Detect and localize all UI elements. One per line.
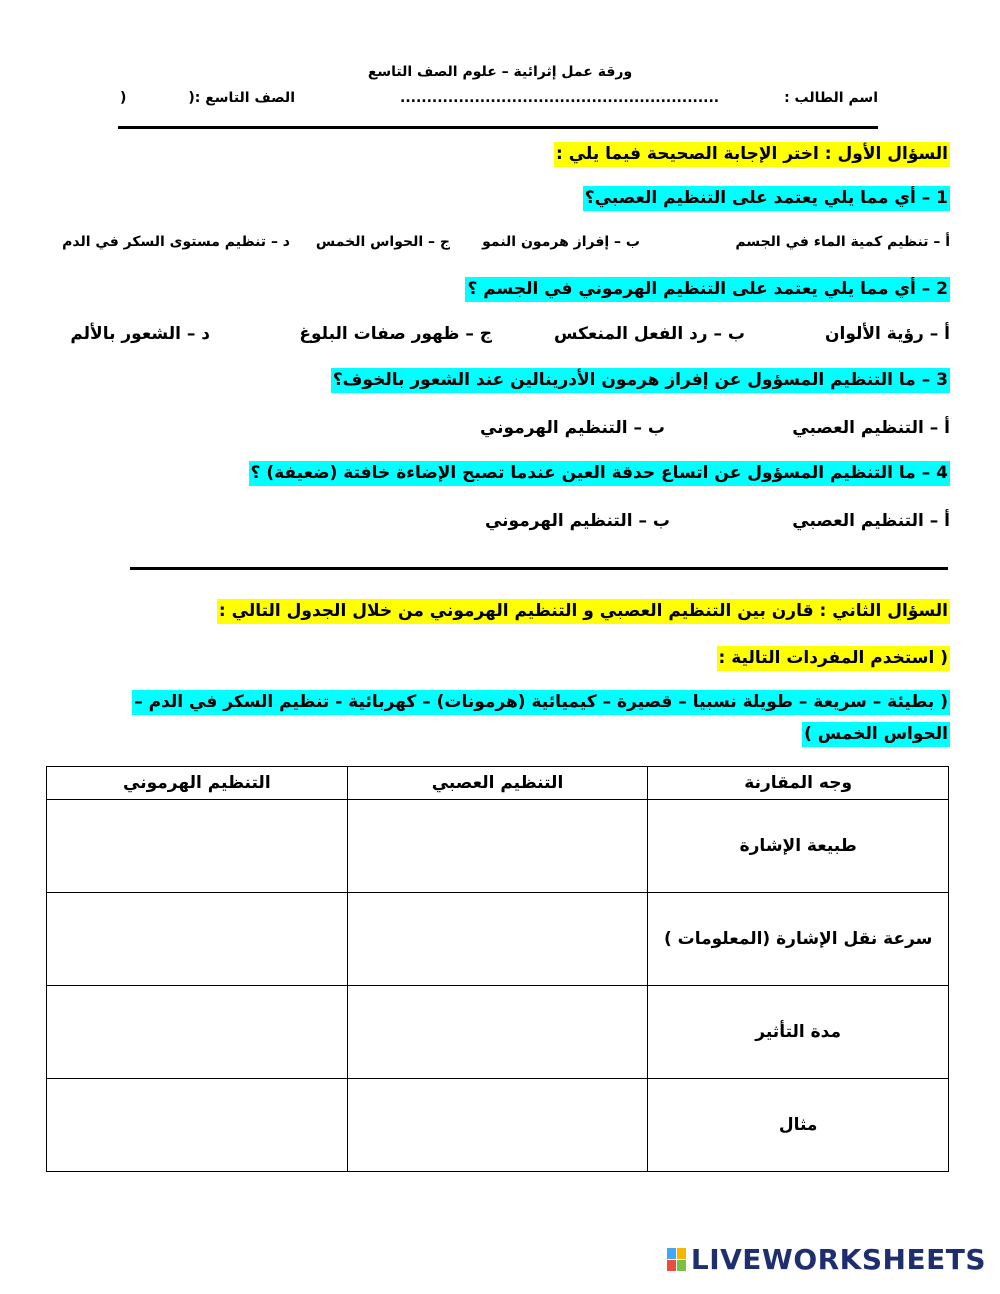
q1-item2-option-b[interactable]: ب – رد الفعل المنعكس	[553, 324, 745, 344]
answer-cell-hormonal-1[interactable]	[47, 800, 348, 893]
table-row	[47, 986, 949, 1079]
student-name-field[interactable]: ............................................................	[400, 90, 720, 106]
q1-item3-question: 3 – ما التنظيم المسؤول عن إفراز هرمون الأدرينالين عند الشعور بالخوف؟	[331, 368, 950, 393]
q2-use-words: ( استخدم المفردات التالية :	[717, 646, 950, 671]
q2-word-bank-line2: الحواس الخمس )	[802, 722, 950, 747]
q2-word-bank-line1: ( بطيئة – سريعة – طويلة نسبيا – قصيرة – كيميائية (هرمونات) – كهربائية - تنظيم السكر في الدم –	[132, 690, 950, 715]
q2-heading: السؤال الثاني : قارن بين التنظيم العصبي و التنظيم الهرموني من خلال الجدول التالي :	[217, 599, 950, 624]
q1-item4-question: 4 – ما التنظيم المسؤول عن اتساع حدقة العين عندما تصبح الإضاءة خافتة (ضعيفة) ؟	[249, 461, 950, 486]
answer-cell-hormonal-2[interactable]	[47, 893, 348, 986]
answer-cell-nervous-2[interactable]	[347, 893, 648, 986]
q1-item2-option-c[interactable]: ج – ظهور صفات البلوغ	[299, 324, 492, 344]
q1-heading: السؤال الأول : اختر الإجابة الصحيحة فيما يلي :	[554, 142, 950, 167]
table-row	[47, 1079, 949, 1172]
table-header-hormonal: التنظيم الهرموني	[47, 767, 348, 800]
table-row	[47, 893, 949, 986]
answer-cell-nervous-1[interactable]	[347, 800, 648, 893]
table-row	[47, 800, 949, 893]
class-input[interactable]	[132, 88, 170, 108]
q1-item1-question: 1 – أي مما يلي يعتمد على التنظيم العصبي؟	[583, 186, 950, 211]
q1-item3-option-a[interactable]: أ – التنظيم العصبي	[792, 418, 950, 438]
q1-item1-option-b[interactable]: ب – إفراز هرمون النمو	[482, 234, 640, 250]
q1-item2-question: 2 – أي مما يلي يعتمد على التنظيم الهرموني في الجسم ؟	[465, 277, 950, 302]
q1-item4-option-b[interactable]: ب – التنظيم الهرموني	[484, 511, 670, 531]
q1-item1-option-a[interactable]: أ – تنظيم كمية الماء في الجسم	[735, 234, 950, 250]
q1-item1-option-d[interactable]: د – تنظيم مستوى السكر في الدم	[62, 234, 290, 250]
q1-item1-option-c[interactable]: ج – الحواس الخمس	[315, 234, 450, 250]
section-divider	[130, 567, 948, 570]
q1-item3-option-b[interactable]: ب – التنظيم الهرموني	[479, 418, 665, 438]
liveworksheets-logo	[667, 1243, 986, 1276]
row-label-signal-nature: طبيعة الإشارة	[648, 800, 949, 893]
table-header-row	[47, 767, 949, 800]
comparison-table	[46, 766, 949, 1172]
q1-item2-option-d[interactable]: د – الشعور بالألم	[70, 324, 210, 344]
class-label: الصف التاسع :(	[188, 90, 295, 106]
row-label-example: مثال	[648, 1079, 949, 1172]
worksheet-title: ورقة عمل إثرائية – علوم الصف التاسع	[367, 64, 633, 80]
table-header-aspect: وجه المقارنة	[648, 767, 949, 800]
answer-cell-nervous-3[interactable]	[347, 986, 648, 1079]
row-label-effect-duration: مدة التأثير	[648, 986, 949, 1079]
header-divider	[118, 126, 878, 129]
answer-cell-hormonal-3[interactable]	[47, 986, 348, 1079]
table-header-nervous: التنظيم العصبي	[347, 767, 648, 800]
answer-cell-hormonal-4[interactable]	[47, 1079, 348, 1172]
class-close-paren: )	[120, 90, 127, 106]
answer-cell-nervous-4[interactable]	[347, 1079, 648, 1172]
liveworksheets-logo-icon	[667, 1248, 687, 1272]
q1-item4-option-a[interactable]: أ – التنظيم العصبي	[792, 511, 950, 531]
row-label-signal-speed: سرعة نقل الإشارة (المعلومات )	[648, 893, 949, 986]
liveworksheets-logo-text: LIVEWORKSHEETS	[690, 1243, 986, 1276]
q1-item2-option-a[interactable]: أ – رؤية الألوان	[825, 324, 950, 344]
student-name-label: اسم الطالب :	[784, 90, 878, 106]
